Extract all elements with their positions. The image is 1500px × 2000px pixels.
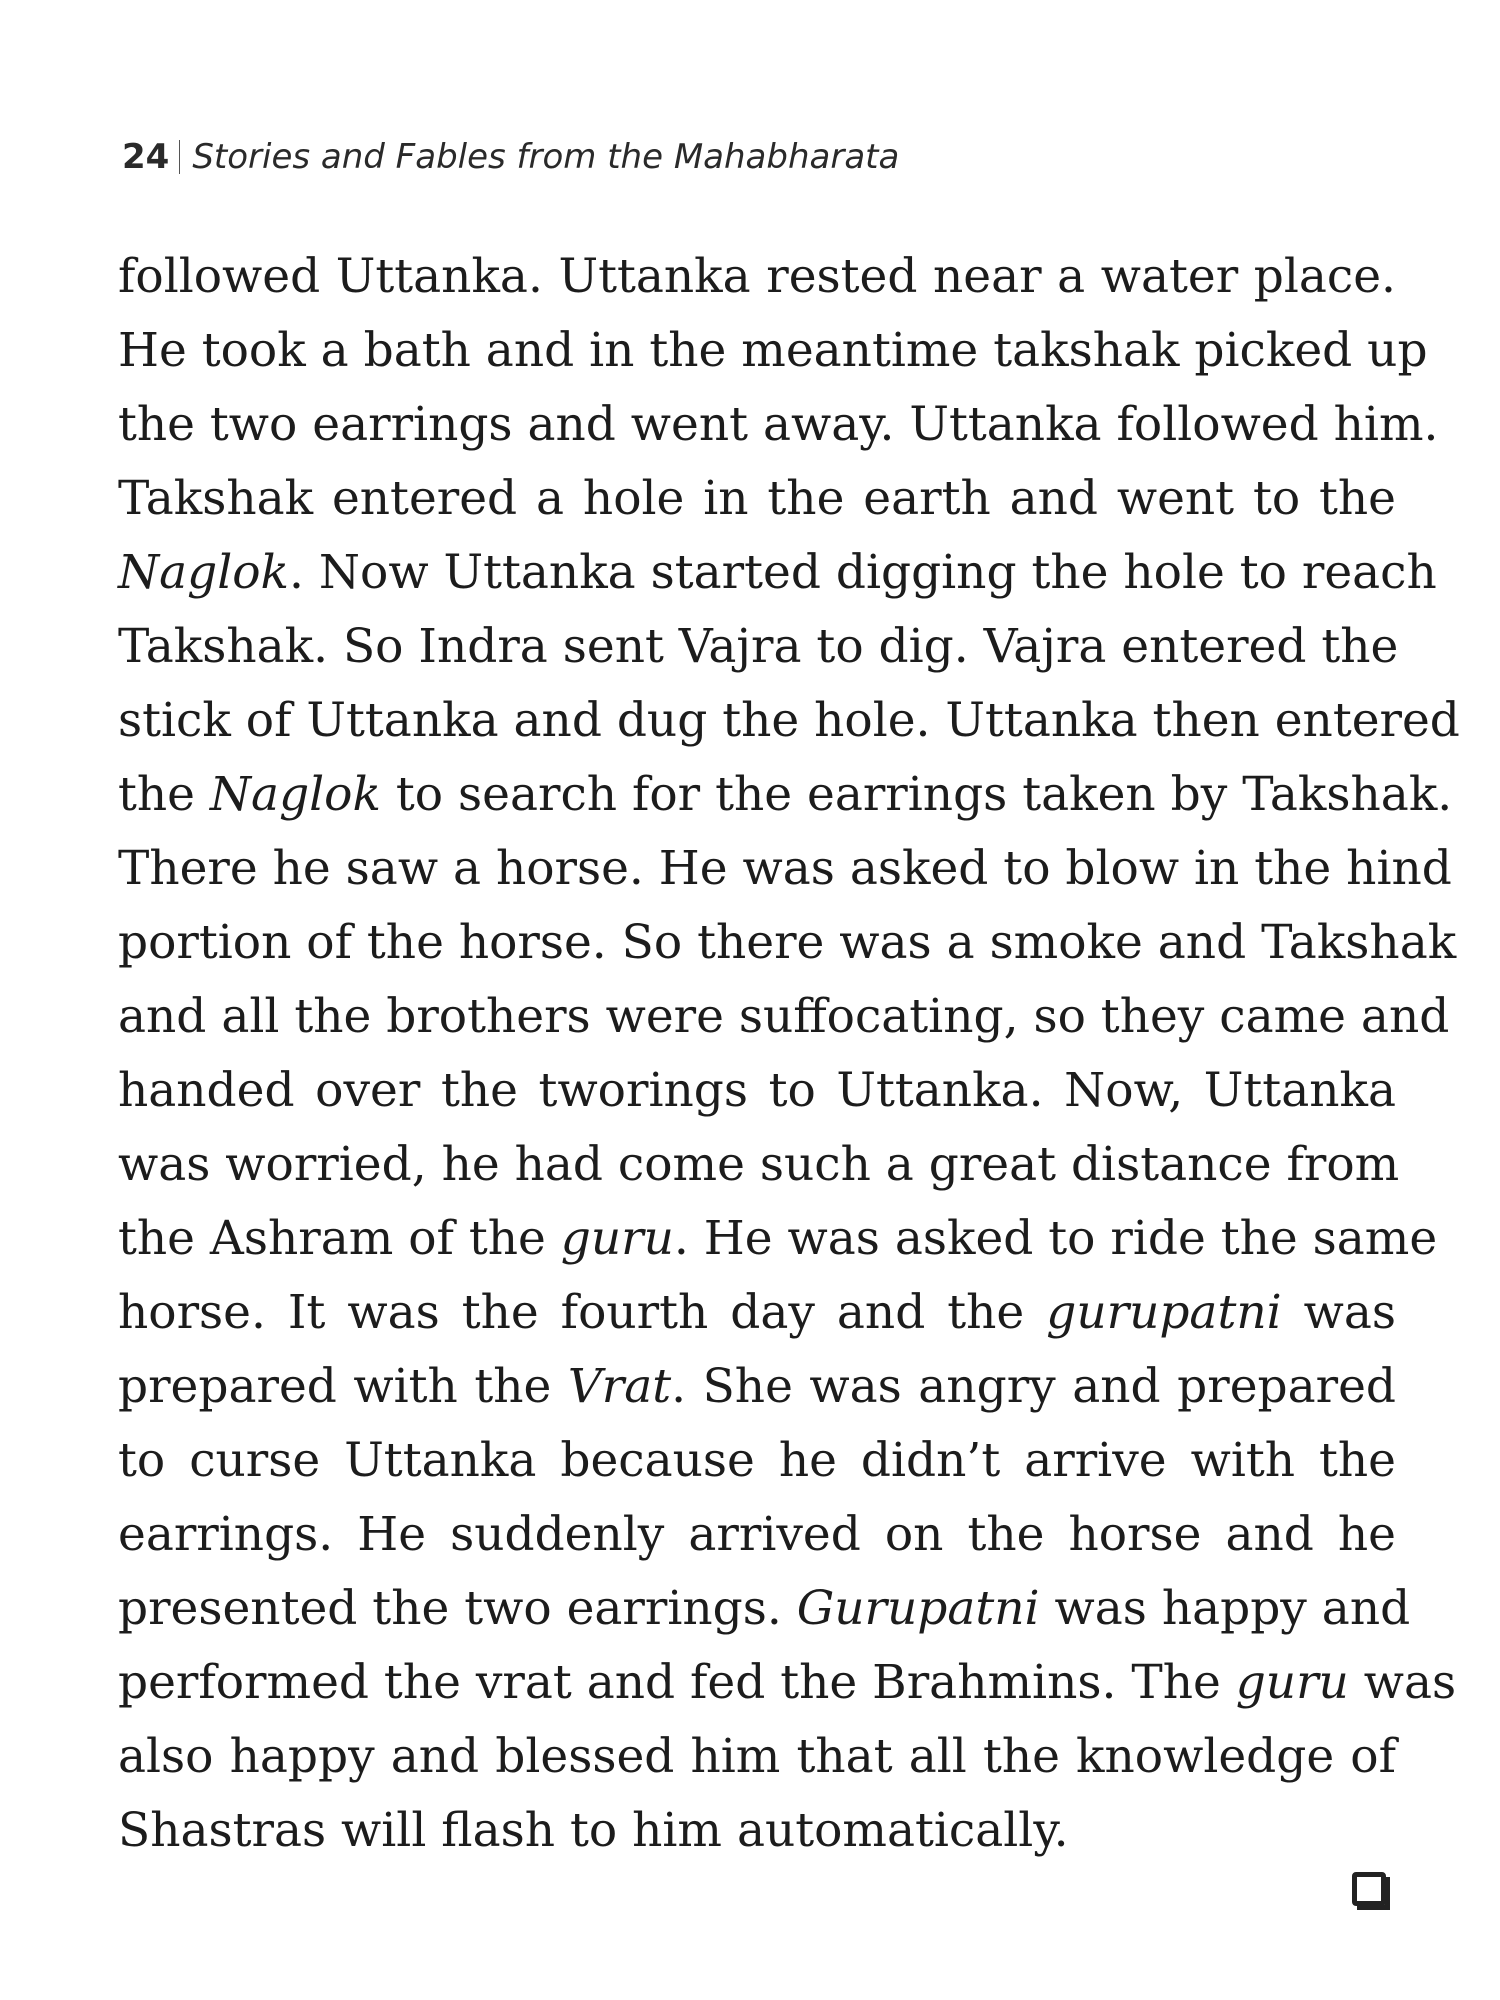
- text-line: [118, 1350, 1396, 1424]
- text-segment: Takshak. So Indra sent Vajra to dig. Vajra entered the: [118, 619, 1399, 674]
- text-segment: to curse Uttanka because he didn’t arrive with the: [118, 1433, 1396, 1488]
- text-segment: the: [118, 767, 210, 822]
- italic-term: guru: [560, 1211, 674, 1266]
- text-segment: was worried, he had come such a great distance from: [118, 1137, 1400, 1192]
- text-line: [118, 1646, 1457, 1720]
- text-segment: . He was asked to ride the same: [673, 1211, 1438, 1266]
- text-segment: and all the brothers were suffocating, so they came and: [118, 989, 1450, 1044]
- text-segment: the Ashram of the: [118, 1211, 561, 1266]
- italic-term: Vrat: [567, 1359, 672, 1414]
- text-segment: horse. It was the fourth day and the: [118, 1285, 1047, 1340]
- italic-term: Gurupatni: [796, 1581, 1040, 1636]
- text-segment: He took a bath and in the meantime takshak picked up: [118, 323, 1428, 378]
- text-line: [118, 536, 1437, 610]
- text-line: [118, 1572, 1411, 1646]
- text-line: [118, 1202, 1438, 1276]
- text-line: [118, 1128, 1400, 1202]
- text-line: [118, 758, 1453, 832]
- text-line: [118, 240, 1396, 314]
- italic-term: Naglok: [209, 767, 381, 822]
- italic-term: guru: [1235, 1655, 1349, 1710]
- text-line: [118, 1054, 1396, 1128]
- text-line: [118, 980, 1450, 1054]
- text-line: [118, 906, 1457, 980]
- text-segment: Takshak entered a hole in the earth and went to the: [118, 471, 1396, 526]
- text-segment: was: [1281, 1285, 1397, 1340]
- text-segment: followed Uttanka. Uttanka rested near a water place.: [118, 249, 1396, 304]
- text-segment: also happy and blessed him that all the knowledge of: [118, 1729, 1396, 1784]
- text-segment: prepared with the: [118, 1359, 568, 1414]
- text-segment: to search for the earrings taken by Takshak.: [380, 767, 1453, 822]
- text-line: [118, 832, 1452, 906]
- text-line: [118, 1276, 1396, 1350]
- page-number: 24: [122, 137, 170, 177]
- body-text: [118, 240, 1460, 1868]
- text-line: [118, 388, 1439, 462]
- square-end-mark-icon: [1352, 1872, 1386, 1906]
- text-line: [118, 610, 1399, 684]
- text-segment: was: [1348, 1655, 1457, 1710]
- text-segment: . She was angry and prepared: [671, 1359, 1396, 1414]
- text-line: [118, 1498, 1396, 1572]
- text-segment: portion of the horse. So there was a smoke and Takshak: [118, 915, 1457, 970]
- text-segment: earrings. He suddenly arrived on the horse and he: [118, 1507, 1396, 1562]
- book-title: Stories and Fables from the Mahabharata: [192, 137, 900, 177]
- text-segment: performed the vrat and fed the Brahmins. The: [118, 1655, 1236, 1710]
- text-line: [118, 462, 1396, 536]
- text-segment: There he saw a horse. He was asked to blow in the hind: [118, 841, 1452, 896]
- text-segment: was happy and: [1039, 1581, 1411, 1636]
- text-segment: handed over the tworings to Uttanka. Now, Uttanka: [118, 1063, 1396, 1118]
- running-head: [122, 133, 899, 181]
- text-segment: presented the two earrings.: [118, 1581, 797, 1636]
- header-separator: [179, 140, 180, 174]
- italic-term: gurupatni: [1046, 1285, 1282, 1340]
- text-segment: the two earrings and went away. Uttanka followed him.: [118, 397, 1439, 452]
- text-line: [118, 314, 1428, 388]
- text-segment: stick of Uttanka and dug the hole. Uttanka then entered: [118, 693, 1460, 748]
- text-line: [118, 1794, 1396, 1868]
- text-line: [118, 684, 1460, 758]
- italic-term: Naglok: [118, 545, 290, 600]
- text-line: [118, 1424, 1396, 1498]
- text-segment: . Now Uttanka started digging the hole to reach: [289, 545, 1437, 600]
- text-line: [118, 1720, 1396, 1794]
- text-segment: Shastras will flash to him automatically.: [118, 1803, 1069, 1858]
